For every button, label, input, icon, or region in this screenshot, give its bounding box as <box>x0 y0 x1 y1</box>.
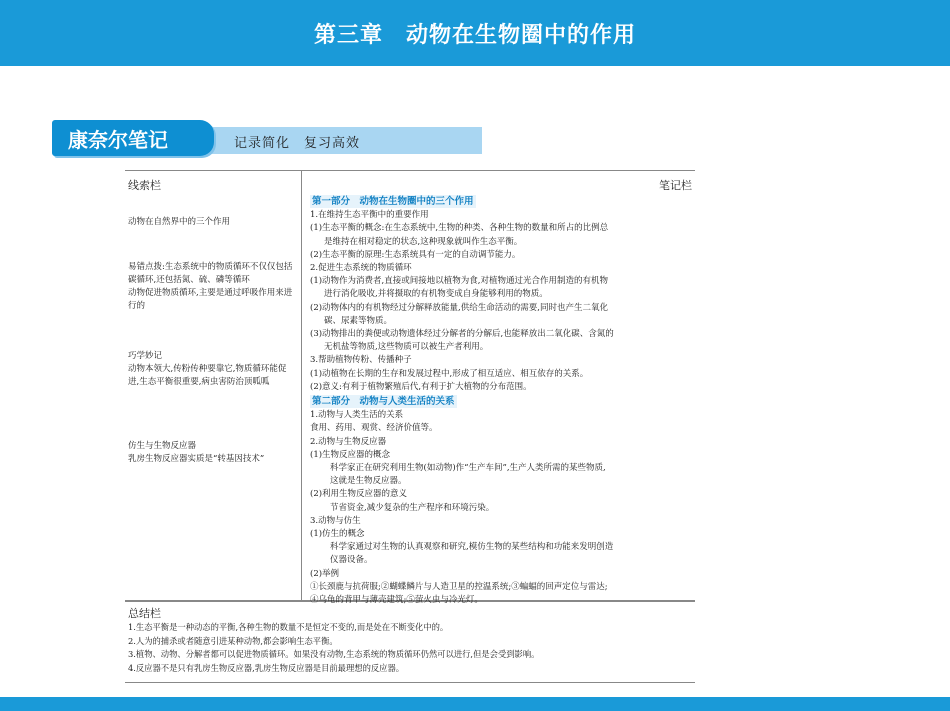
note-line: (2)动物体内的有机物经过分解释放能量,供给生命活动的需要,同时也产生二氧化 <box>310 302 608 313</box>
note-line: 是维持在相对稳定的状态,这种现象就叫作生态平衡。 <box>324 236 523 247</box>
notes-content <box>310 194 692 607</box>
note-line: 2.动物与生物反应器 <box>310 436 387 447</box>
banner-tag <box>52 120 214 156</box>
note-line: 无机盐等物质,这些物质可以被生产者利用。 <box>324 342 489 353</box>
section-heading: 第二部分 动物与人类生活的关系 <box>312 396 455 408</box>
banner-tag-text: 康奈尔笔记 <box>68 128 168 152</box>
note-line: 2.促进生态系统的物质循环 <box>310 263 412 274</box>
summary-item: 2.人为的捕杀或者随意引进某种动物,都会影响生态平衡。 <box>128 635 338 646</box>
note-line: (2)利用生物反应器的意义 <box>310 489 408 500</box>
header-bar <box>0 0 950 66</box>
summary-item: 1.生态平衡是一种动态的平衡,各种生物的数量不是恒定不变的,而是处在不断变化中的。 <box>128 622 449 632</box>
cue-note: 易错点拨:生态系统中的物质循环不仅仅包括碳循环,还包括氮、硫、磷等循环 动物促进物质循环,主要是通过呼吸作用来进行的 <box>128 262 293 311</box>
note-line: 3.帮助植物传粉、传播种子 <box>310 355 412 366</box>
note-line: ④乌龟的背甲与薄壳建筑;⑤萤火虫与冷光灯。 <box>310 595 483 606</box>
note-line: 科学家正在研究利用生物(如动物)作“生产车间”,生产人类所需的某些物质, <box>330 463 606 474</box>
cue-column-heading: 线索栏 <box>128 179 161 192</box>
note-line: 节省资金,减少复杂的生产程序和环境污染。 <box>330 502 495 513</box>
summary-item: 3.植物、动物、分解者都可以促进物质循环。如果没有动物,生态系统的物质循环仍然可以进行,但是会受到影响。 <box>128 649 540 659</box>
note-line: 科学家通过对生物的认真观察和研究,模仿生物的某些结构和功能来发明创造 <box>330 542 614 553</box>
note-line: 1.在维持生态平衡中的重要作用 <box>310 210 429 221</box>
note-line: (1)动植物在长期的生存和发展过程中,形成了相互适应、相互依存的关系。 <box>310 368 589 379</box>
table-column-divider <box>301 170 302 600</box>
summary-heading: 总结栏 <box>128 607 161 620</box>
note-line: 进行消化吸收,并将摄取的有机物变成自身能够利用的物质。 <box>324 289 548 300</box>
banner-slogan: 记录简化 复习高效 <box>234 136 361 151</box>
cue-note: 巧学妙记 动物本领大,传粉传种要靠它,物质循环能促进,生态平衡很重要,病虫害防治顶呱呱 <box>128 351 287 387</box>
footer-bar <box>0 697 950 711</box>
note-line: 这就是生物反应器。 <box>330 476 407 487</box>
note-line: (1)仿生的概念 <box>310 529 365 540</box>
chapter-title: 第三章 动物在生物圈中的作用 <box>313 23 636 48</box>
cue-note: 动物在自然界中的三个作用 <box>128 217 231 227</box>
note-line: (2)意义:有利于植物繁殖后代,有利于扩大植物的分布范围。 <box>310 381 532 392</box>
note-line: 食用、药用、观赏、经济价值等。 <box>310 423 438 434</box>
summary-list <box>128 621 693 675</box>
note-line: 3.动物与仿生 <box>310 515 361 526</box>
note-line: ①长颈鹿与抗荷服;②蝴蝶鳞片与人造卫星的控温系统;③蝙蝠的回声定位与雷达; <box>310 581 608 592</box>
note-line: (2)生态平衡的原理:生态系统具有一定的自动调节能力。 <box>310 249 521 260</box>
table-bottom-rule <box>125 682 695 683</box>
table-top-rule <box>125 170 695 171</box>
note-line: (3)动物排出的粪便或动物遗体经过分解者的分解后,也能释放出二氧化碳、含氮的 <box>310 329 614 340</box>
note-line: 仪器设备。 <box>330 555 373 566</box>
note-line: (1)生态平衡的概念:在生态系统中,生物的种类、各种生物的数量和所占的比例总 <box>310 223 609 234</box>
section-heading: 第一部分 动物在生物圈中的三个作用 <box>312 196 474 207</box>
note-line: (2)举例 <box>310 568 340 579</box>
note-line: 1.动物与人类生活的关系 <box>310 410 404 421</box>
cue-note: 仿生与生物反应器 乳房生物反应器实质是“转基因技术” <box>128 441 265 464</box>
note-line: (1)生物反应器的概念 <box>310 449 391 460</box>
notes-column-heading: 笔记栏 <box>659 179 692 192</box>
summary-item: 4.反应器不是只有乳房生物反应器,乳房生物反应器是目前最理想的反应器。 <box>128 662 405 673</box>
note-line: 碳、尿素等物质。 <box>324 315 393 326</box>
note-line: (1)动物作为消费者,直接或间接地以植物为食,对植物通过光合作用制造的有机物 <box>310 276 608 287</box>
cornell-notes-banner <box>52 120 482 156</box>
